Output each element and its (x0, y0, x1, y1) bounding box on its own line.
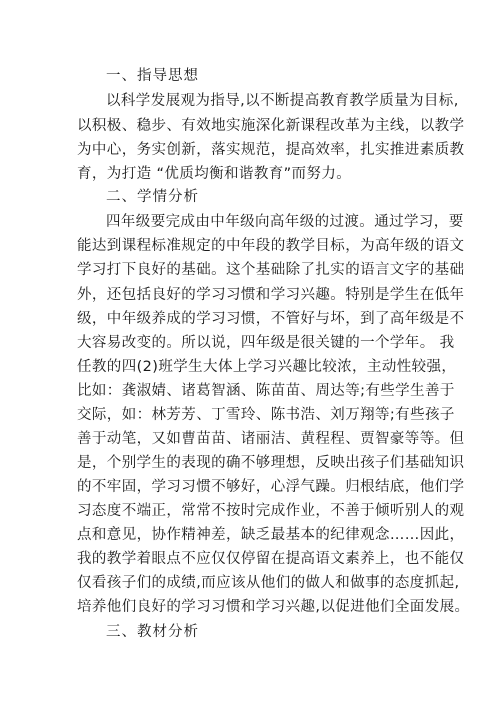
section-heading: 二、学情分析 (106, 189, 199, 205)
paragraph-line: 的不牢固，学习习惯不够好，心浮气躁。归根结底，他们学 (77, 479, 465, 495)
paragraph-line: 任教的四(2)班学生大体上学习兴趣比较浓，主动性较强， (77, 359, 457, 375)
paragraph-line: 以科学发展观为指导,以不断提高教育教学质量为目标, (106, 93, 459, 109)
paragraph-line: 大容易改变的。所以说，四年级是很关键的一个学年。 我 (77, 335, 455, 351)
paragraph-line: 级，中年级养成的学习习惯，不管好与坏，到了高年级是不 (77, 311, 465, 327)
paragraph-line: 以积极、稳步、有效地实施深化新课程改革为主线，以教学 (77, 118, 465, 134)
paragraph-line: 四年级要完成由中年级向高年级的过渡。通过学习，要 (106, 214, 464, 230)
paragraph-line: 育，为打造 “优质均衡和谐教育”而努力。 (77, 166, 352, 182)
paragraph-line: 能达到课程标准规定的中年段的教学目标，为高年级的语文 (77, 238, 465, 254)
paragraph-line: 培养他们良好的学习习惯和学习兴趣,以促进他们全面发展。 (77, 599, 470, 615)
paragraph-line: 习态度不端正，常常不按时完成作业，不善于倾听别人的观 (77, 503, 465, 519)
paragraph-line: 交际，如：林芳芳、丁雪玲、陈书浩、刘万翔等;有些孩子 (77, 407, 455, 423)
paragraph-line: 善于动笔，又如曹苗苗、诸丽洁、黄程程、贾智豪等等。但 (77, 431, 465, 447)
paragraph-line: 比如：龚淑婧、诸葛智涵、陈苗苗、周达等;有些学生善于 (77, 383, 455, 399)
paragraph-line: 为中心，务实创新，落实规范，提高效率，扎实推进素质教 (77, 142, 465, 158)
section-heading: 三、教材分析 (106, 624, 199, 640)
paragraph-line: 外，还包括良好的学习习惯和学习兴趣。特别是学生在低年 (77, 287, 465, 303)
paragraph-line: 仅看孩子们的成绩,而应该从他们的做人和做事的态度抓起, (77, 575, 460, 591)
paragraph-line: 是，个别学生的表现的确不够理想，反映出孩子们基础知识 (77, 455, 465, 471)
paragraph-line: 我的教学着眼点不应仅仅停留在提高语文素养上，也不能仅 (77, 551, 465, 567)
paragraph-line: 点和意见，协作精神差，缺乏最基本的纪律观念……因此， (77, 527, 465, 543)
paragraph-line: 学习打下良好的基础。这个基础除了扎实的语言文字的基础 (77, 262, 465, 278)
section-heading: 一、指导思想 (106, 68, 199, 84)
